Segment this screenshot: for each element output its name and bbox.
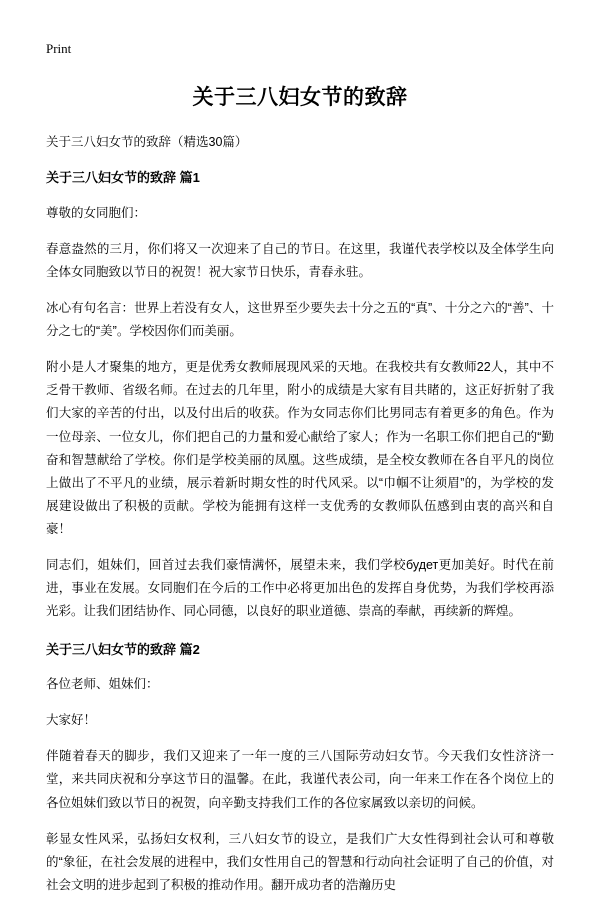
paragraph: 冰心有句名言：世界上若没有女人，这世界至少要失去十分之五的“真”、十分之六的“善”、十分之七的“美”。学校因你们而美丽。 [46, 300, 554, 339]
section-heading: 关于三八妇女节的致辞 篇2 [46, 641, 200, 657]
document-subtitle: 关于三八妇女节的致辞（精选30篇） [46, 135, 248, 150]
print-button[interactable]: Print [46, 41, 72, 56]
paragraph: 尊敬的女同胞们： [46, 205, 147, 220]
page-title: 关于三八妇女节的致辞 [192, 86, 408, 109]
paragraph: 伴随着春天的脚步，我们又迎来了一年一度的三八国际劳动妇女节。今天我们女性济济一堂，来共同庆祝和分享这节日的温馨。在此，我谨代表公司，向一年来工作在各个岗位上的各位姐妹们致以节日的祝贺，向辛勤支持我们工作的各位家属致以亲切的问候。 [46, 749, 554, 810]
paragraph: 同志们，姐妹们，回首过去我们豪情满怀，展望未来，我们学校будет更加美好。时代在前进，事业在发展。女同胞们在今后的工作中必将更加出色的发挥自身优势，为我们学校再添光彩。让我们团结协作、同心同德，以良好的职业道德、崇高的奉献，再续新的辉煌。 [46, 558, 554, 619]
paragraph: 各位老师、姐妹们： [46, 677, 159, 692]
paragraph: 彰显女性风采，弘扬妇女权利，三八妇女节的设立，是我们广大女性得到社会认可和尊敬的“象征，在社会发展的进程中，我们女性用自己的智慧和行动向社会证明了自己的价值，对社会文明的进步起到了积极的推动作用。翻开成功者的浩瀚历史 [46, 831, 554, 892]
paragraph: 附小是人才聚集的地方，更是优秀女教师展现风采的天地。在我校共有女教师22人，其中不乏骨干教师、省级名师。在过去的几年里，附小的成绩是大家有目共睹的，这正好折射了我们大家的辛苦的付出，以及付出后的收获。作为女同志你们比男同志有着更多的角色。作为一位母亲、一位女儿，你们把自己的力量和爱心献给了家人；作为一名职工你们把自己的“勤奋和智慧献给了学校。你们是学校美丽的凤凰。这些成绩，是全校女教师在各自平凡的岗位上做出了不平凡的业绩，展示着新时期女性的时代风采。以“巾帼不让须眉”的，为学校的发展建设做出了积极的贡献。学校为能拥有这样一支优秀的女教师队伍感到由衷的高兴和自豪！ [46, 360, 554, 537]
section-heading: 关于三八妇女节的致辞 篇1 [46, 170, 200, 186]
paragraph: 大家好！ [46, 713, 97, 728]
paragraph: 春意盎然的三月，你们将又一次迎来了自己的节日。在这里，我谨代表学校以及全体学生向全体女同胞致以节日的祝贺！祝大家节日快乐，青春永驻。 [46, 241, 554, 279]
